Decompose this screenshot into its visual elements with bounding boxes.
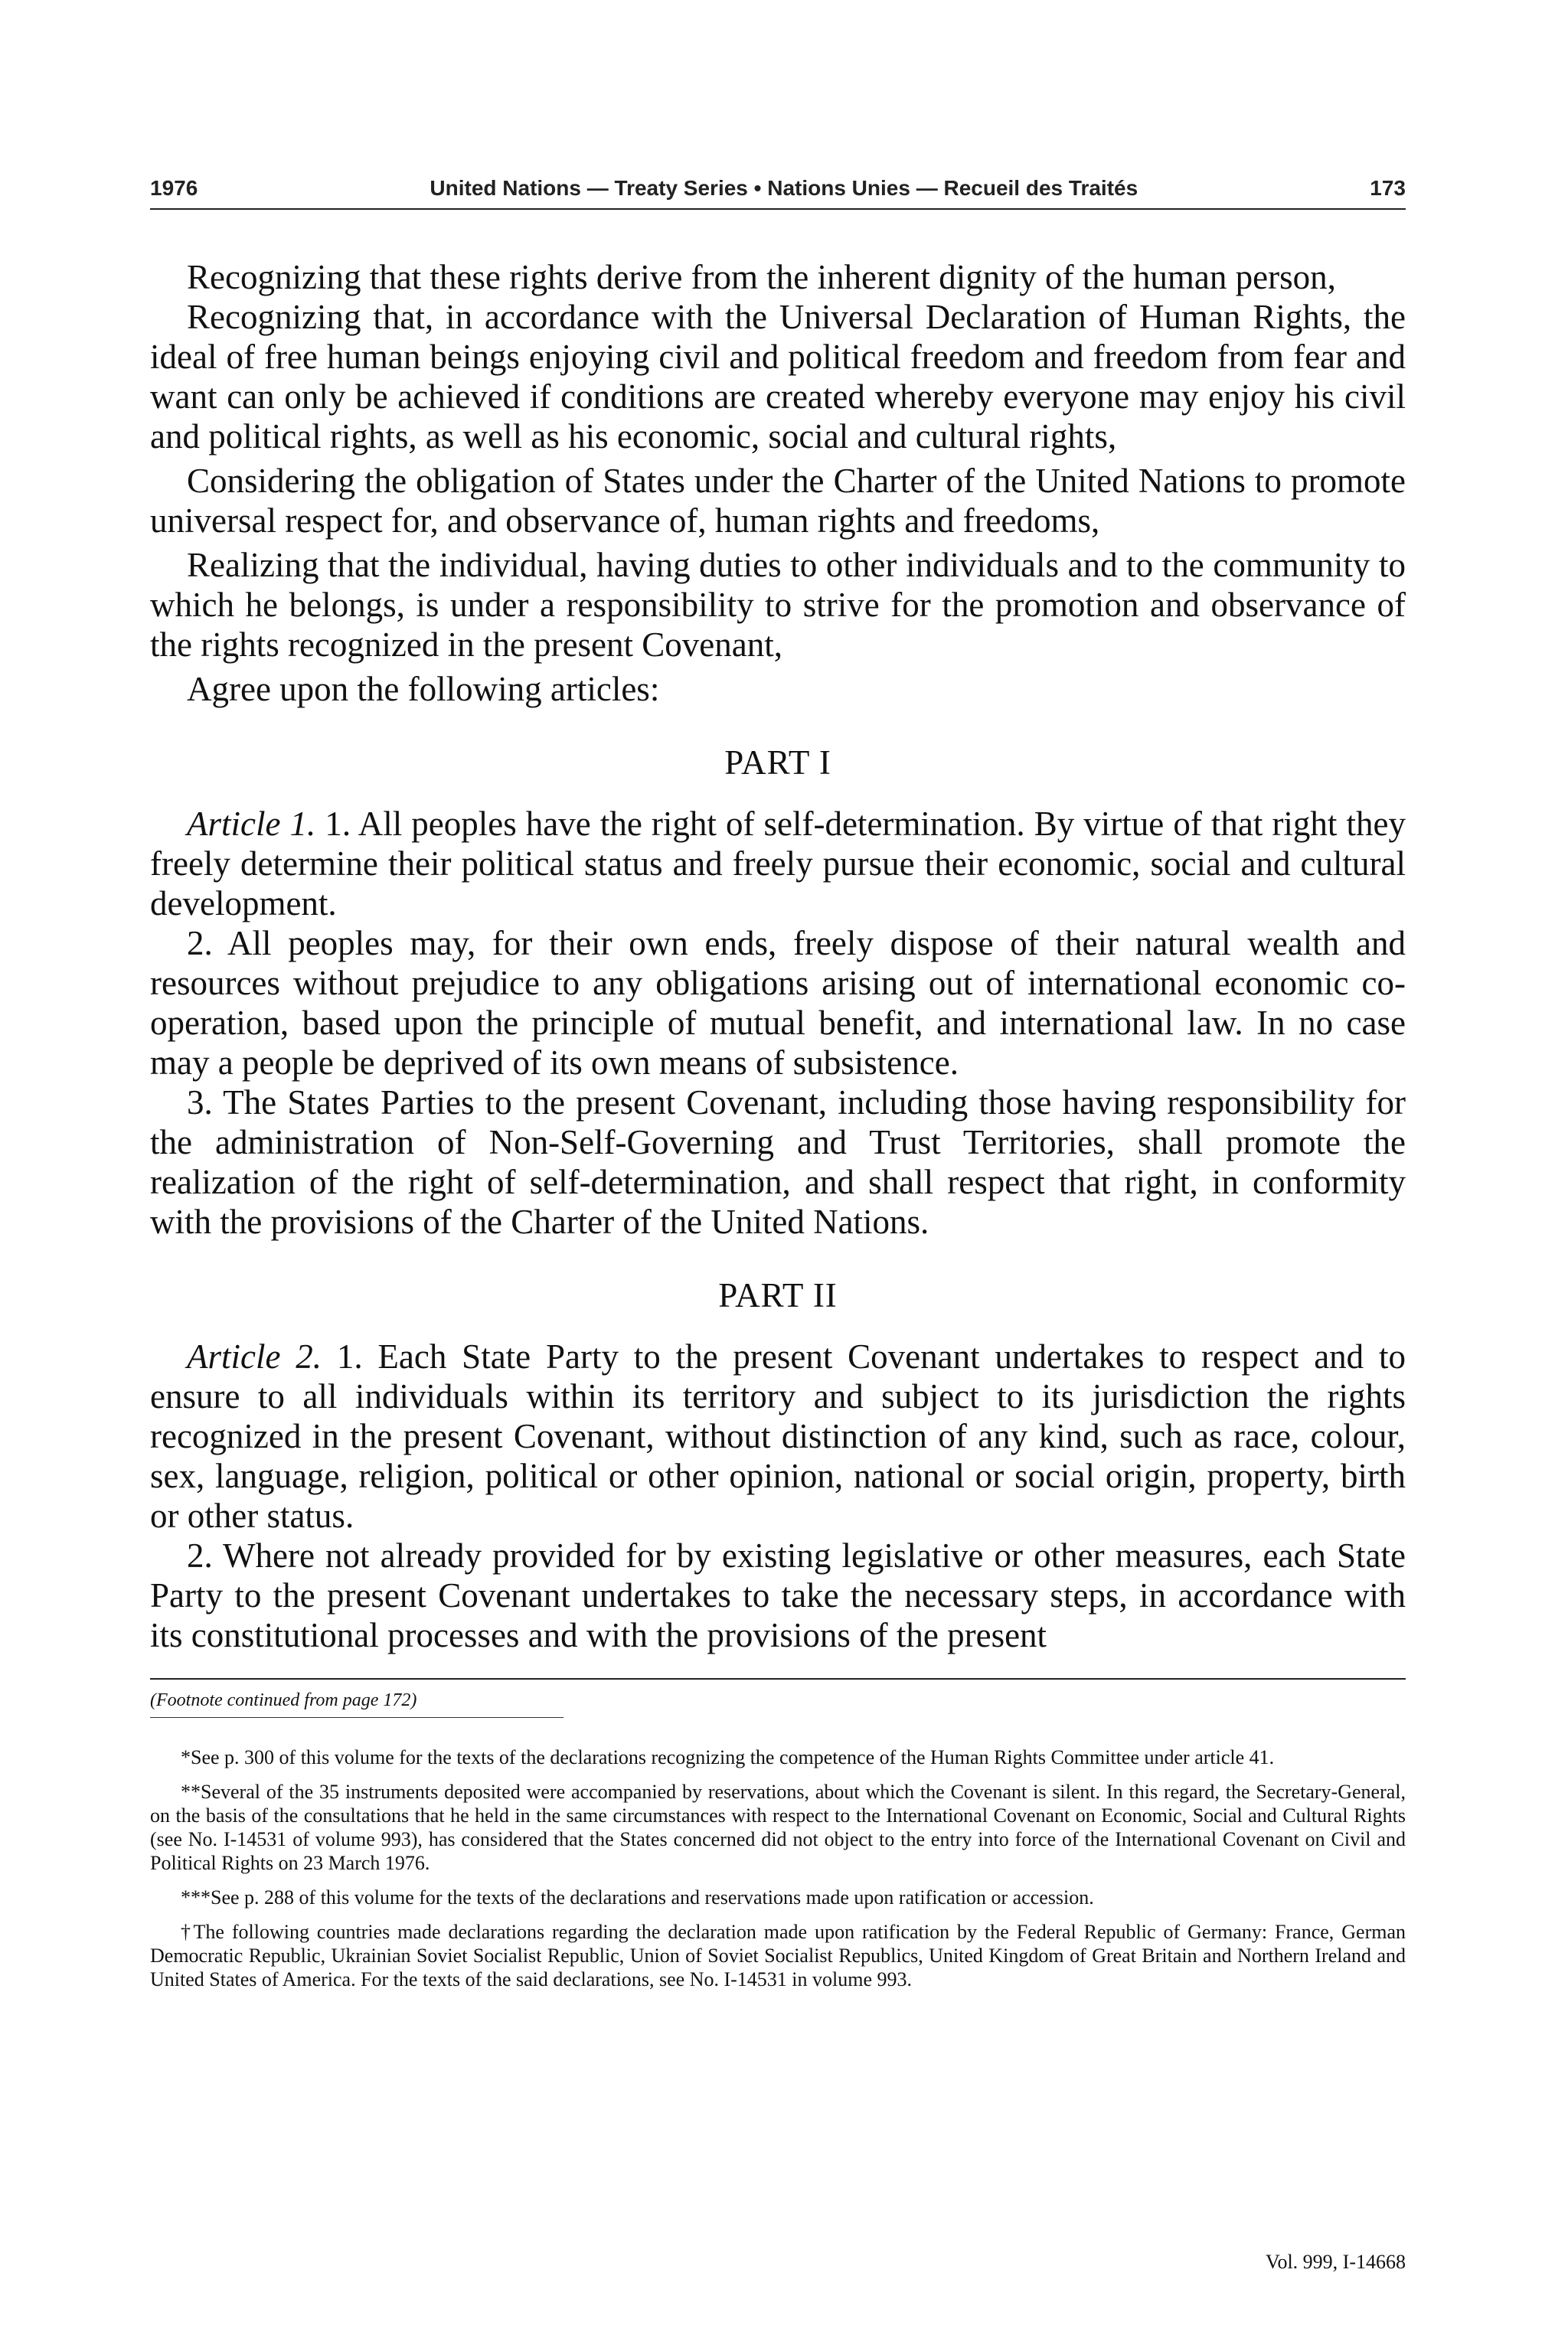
preamble-paragraph: Agree upon the following articles: [187, 670, 660, 708]
body-text [150, 257, 1406, 1655]
article-text: 1. All peoples have the right of self-determination. By virtue of that right they freely determine their political status and freely pursue their economic, social and cultural development. [150, 805, 1406, 922]
footnote: ***See p. 288 of this volume for the texts of the declarations and reservations made upon ratification or accession. [181, 1886, 1094, 1909]
part-heading: PART I [724, 743, 831, 782]
article-paragraph: 3. The States Parties to the present Covenant, including those having responsibility for the administration of Non-Self-Governing and Trust Territories, shall promote the realization of the right of self-determination, and shall respect that right, in conformity with the provisions of the Charter of the United Nations. [150, 1083, 1406, 1241]
footnote: *See p. 300 of this volume for the texts of the declarations recognizing the competence of the Human Rights Committee under article 41. [181, 1746, 1275, 1768]
article-paragraph [150, 804, 1406, 923]
running-header [150, 176, 1406, 210]
footnote-rule [150, 1678, 1406, 1680]
footnotes [150, 1745, 1406, 1991]
preamble-paragraph: Recognizing that these rights derive from the inherent dignity of the human person, [187, 258, 1336, 296]
part-heading: PART II [718, 1276, 838, 1314]
header-page-number: 173 [1370, 176, 1406, 200]
footnote: †The following countries made declarations regarding the declaration made upon ratification by the Federal Republic of Germany: France, German Democratic Republic, Ukrainian Soviet Socialist Republic, Union of Soviet Socialist Republics, United Kingdom of Great Britain and Northern Ireland and United States of America. For the texts of the said declarations, see No. I-14531 in volume 993. [150, 1921, 1406, 1990]
footnote: **Several of the 35 instruments deposited were accompanied by reservations, about which the Covenant is silent. In this regard, the Secretary-General, on the basis of the consultations that he held in the same circumstances with respect to the International Covenant on Economic, Social and Cultural Rights (see No. I-14531 of volume 993), has considered that the States concerned did not object to the entry into force of the International Covenant on Civil and Political Rights on 23 March 1976. [150, 1781, 1406, 1874]
article-paragraph: 2. All peoples may, for their own ends, freely dispose of their natural wealth and resources without prejudice to any obligations arising out of international economic co-operation, based upon the principle of mutual benefit, and international law. In no case may a people be deprived of its own means of subsistence. [150, 924, 1406, 1082]
article-label: Article 2. [187, 1337, 322, 1376]
article-label: Article 1. [187, 805, 316, 843]
preamble-paragraph: Realizing that the individual, having duties to other individuals and to the community to which he belongs, is under a responsibility to strive for the promotion and observance of the rights recognized in the present Covenant, [150, 546, 1406, 664]
document-page [150, 176, 1406, 2002]
preamble-paragraph: Recognizing that, in accordance with the Universal Declaration of Human Rights, the ideal of free human beings enjoying civil and political freedom and freedom from fear and want can only be achieved if conditions are created whereby everyone may enjoy his civil and political rights, as well as his economic, social and cultural rights, [150, 298, 1406, 456]
preamble-paragraph: Considering the obligation of States under the Charter of the United Nations to promote universal respect for, and observance of, human rights and freedoms, [150, 462, 1406, 540]
article-paragraph: 2. Where not already provided for by existing legislative or other measures, each State Party to the present Covenant undertakes to take the necessary steps, in accordance with its constitutional processes and with the provisions of the present [150, 1536, 1406, 1654]
article-paragraph [150, 1337, 1406, 1536]
footnote-continued-note: (Footnote continued from page 172) [150, 1690, 564, 1718]
volume-reference: Vol. 999, I-14668 [1266, 2251, 1406, 2273]
header-title: United Nations — Treaty Series • Nations Unies — Recueil des Traités [430, 176, 1138, 200]
article-text: 1. Each State Party to the present Covenant undertakes to respect and to ensure to all individuals within its territory and subject to its jurisdiction the rights recognized in the present Covenant, without distinction of any kind, such as race, colour, sex, language, religion, political or other opinion, national or social origin, property, birth or other status. [150, 1337, 1406, 1535]
header-year: 1976 [150, 176, 198, 200]
